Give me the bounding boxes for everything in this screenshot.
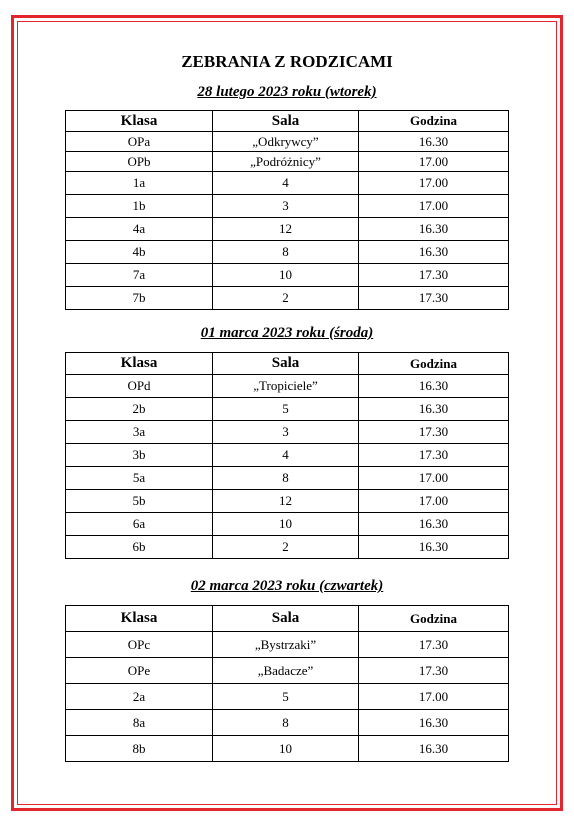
cell-sala: 10: [213, 264, 359, 287]
cell-klasa: 3b: [66, 444, 213, 467]
section-date-1: 28 lutego 2023 roku (wtorek): [197, 84, 377, 100]
table-row: [66, 264, 509, 287]
cell-sala: „Odkrywcy”: [213, 132, 359, 152]
cell-godzina: 17.30: [359, 287, 509, 310]
header-klasa: Klasa: [66, 111, 213, 132]
cell-sala: 2: [213, 536, 359, 559]
cell-klasa: 3a: [66, 421, 213, 444]
cell-klasa: 4b: [66, 241, 213, 264]
table-row: [66, 172, 509, 195]
cell-sala: 12: [213, 490, 359, 513]
cell-klasa: 6a: [66, 513, 213, 536]
table-row: [66, 490, 509, 513]
cell-klasa: 8b: [66, 736, 213, 762]
cell-klasa: 2a: [66, 684, 213, 710]
cell-godzina: 16.30: [359, 398, 509, 421]
cell-sala: 10: [213, 736, 359, 762]
cell-godzina: 16.30: [359, 375, 509, 398]
table-row: [66, 398, 509, 421]
schedule-table-2: [65, 352, 509, 559]
cell-klasa: 5b: [66, 490, 213, 513]
cell-sala: 12: [213, 218, 359, 241]
table-row: [66, 684, 509, 710]
cell-klasa: OPc: [66, 632, 213, 658]
header-sala: Sala: [213, 606, 359, 632]
cell-sala: 5: [213, 684, 359, 710]
table-row: [66, 132, 509, 152]
header-godzina: Godzina: [359, 606, 509, 632]
cell-klasa: 1a: [66, 172, 213, 195]
cell-klasa: 4a: [66, 218, 213, 241]
cell-godzina: 17.00: [359, 195, 509, 218]
cell-klasa: 5a: [66, 467, 213, 490]
cell-sala: „Badacze”: [213, 658, 359, 684]
cell-godzina: 16.30: [359, 241, 509, 264]
cell-sala: 4: [213, 172, 359, 195]
table-row: [66, 658, 509, 684]
header-klasa: Klasa: [66, 606, 213, 632]
table-row: [66, 444, 509, 467]
section-date-3: 02 marca 2023 roku (czwartek): [190, 578, 384, 594]
cell-sala: „Podróżnicy”: [213, 152, 359, 172]
table-row: [66, 287, 509, 310]
cell-godzina: 17.00: [359, 172, 509, 195]
cell-sala: 10: [213, 513, 359, 536]
cell-sala: 3: [213, 195, 359, 218]
cell-godzina: 16.30: [359, 536, 509, 559]
cell-klasa: OPe: [66, 658, 213, 684]
cell-sala: 3: [213, 421, 359, 444]
table-row: [66, 241, 509, 264]
table-row: [66, 632, 509, 658]
cell-klasa: 6b: [66, 536, 213, 559]
cell-godzina: 17.30: [359, 264, 509, 287]
cell-godzina: 16.30: [359, 710, 509, 736]
header-sala: Sala: [213, 353, 359, 375]
cell-sala: „Bystrzaki”: [213, 632, 359, 658]
cell-klasa: 8a: [66, 710, 213, 736]
cell-godzina: 17.30: [359, 658, 509, 684]
cell-godzina: 17.30: [359, 632, 509, 658]
cell-godzina: 17.00: [359, 490, 509, 513]
cell-sala: 8: [213, 467, 359, 490]
cell-sala: „Tropiciele”: [213, 375, 359, 398]
cell-godzina: 17.00: [359, 467, 509, 490]
table-row: [66, 513, 509, 536]
table-row: [66, 736, 509, 762]
table-row: [66, 195, 509, 218]
cell-klasa: 7b: [66, 287, 213, 310]
cell-godzina: 16.30: [359, 132, 509, 152]
cell-sala: 4: [213, 444, 359, 467]
section-date-2: 01 marca 2023 roku (środa): [200, 325, 374, 341]
header-klasa: Klasa: [66, 353, 213, 375]
cell-klasa: 2b: [66, 398, 213, 421]
schedule-table-1: [65, 110, 509, 310]
cell-godzina: 17.30: [359, 421, 509, 444]
cell-klasa: OPd: [66, 375, 213, 398]
table-row: [66, 710, 509, 736]
cell-klasa: OPb: [66, 152, 213, 172]
cell-godzina: 17.00: [359, 152, 509, 172]
table-row: [66, 375, 509, 398]
table-row: [66, 536, 509, 559]
table-row: [66, 467, 509, 490]
cell-godzina: 16.30: [359, 513, 509, 536]
cell-sala: 2: [213, 287, 359, 310]
header-sala: Sala: [213, 111, 359, 132]
cell-godzina: 16.30: [359, 218, 509, 241]
cell-klasa: 7a: [66, 264, 213, 287]
cell-klasa: 1b: [66, 195, 213, 218]
cell-godzina: 16.30: [359, 736, 509, 762]
cell-godzina: 17.30: [359, 444, 509, 467]
table-row: [66, 421, 509, 444]
cell-sala: 5: [213, 398, 359, 421]
page-title: ZEBRANIA Z RODZICAMI: [181, 52, 393, 71]
table-row: [66, 218, 509, 241]
cell-klasa: OPa: [66, 132, 213, 152]
header-godzina: Godzina: [359, 111, 509, 132]
cell-godzina: 17.00: [359, 684, 509, 710]
table-row: [66, 152, 509, 172]
schedule-table-3: [65, 605, 509, 762]
cell-sala: 8: [213, 710, 359, 736]
cell-sala: 8: [213, 241, 359, 264]
header-godzina: Godzina: [359, 353, 509, 375]
